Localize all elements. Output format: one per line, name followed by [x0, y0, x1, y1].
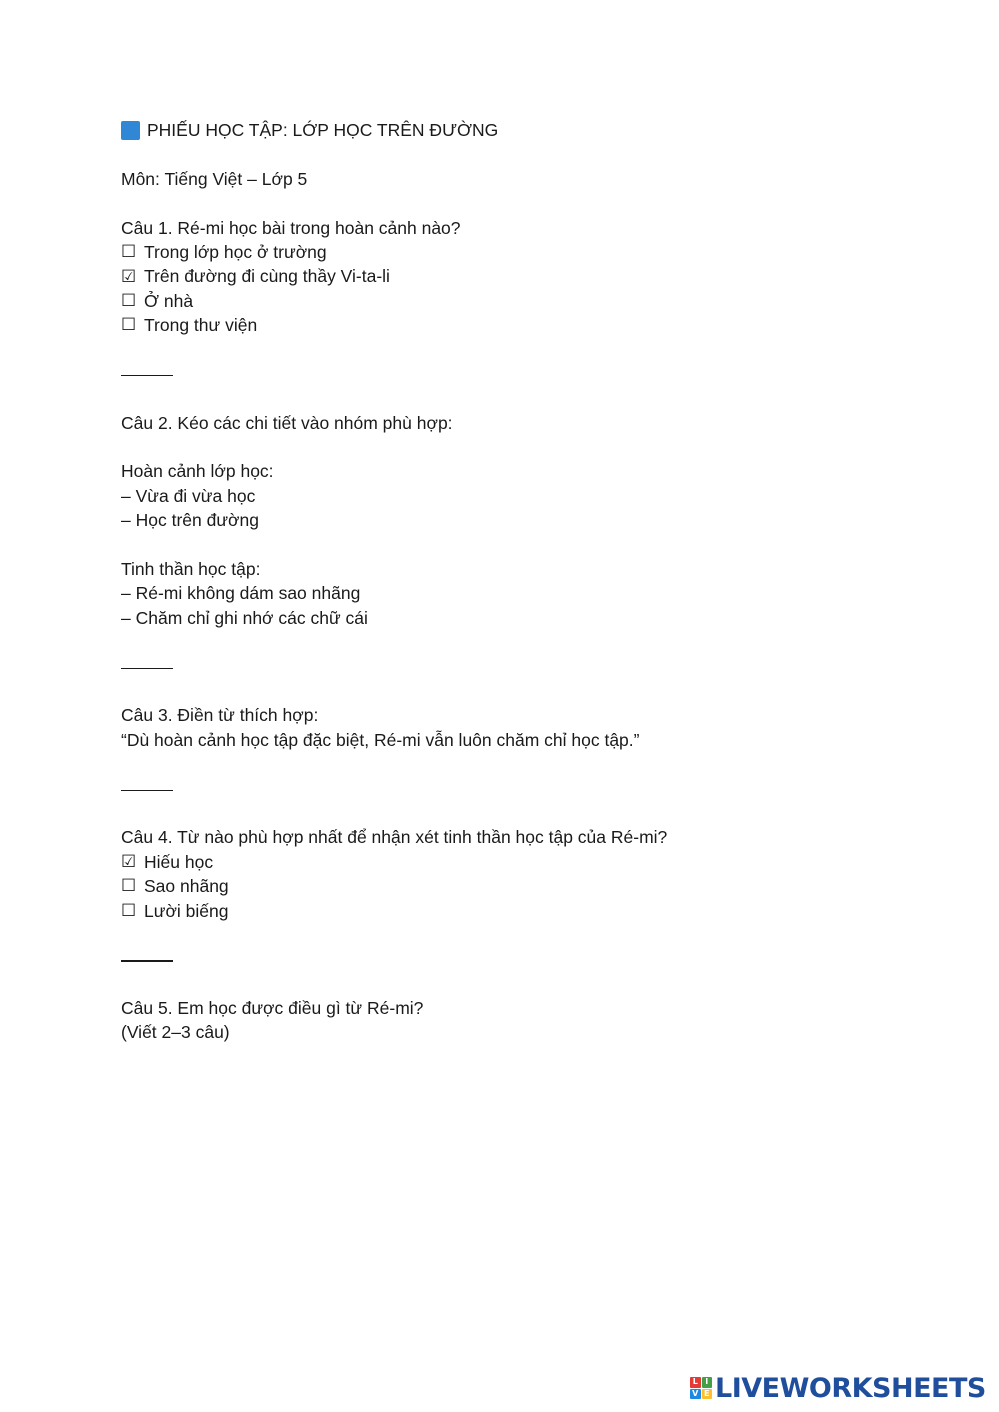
logo-letter: L	[690, 1377, 701, 1388]
checkbox-checked-icon[interactable]: ☑	[121, 266, 137, 287]
q4-option-label: Sao nhãng	[144, 876, 229, 897]
q1-option-label: Trong lớp học ở trường	[144, 241, 327, 262]
divider	[121, 777, 921, 801]
logo-letter: E	[702, 1389, 713, 1400]
checkbox-checked-icon[interactable]: ☑	[121, 851, 137, 872]
worksheet	[121, 118, 921, 1045]
subject-line: Môn: Tiếng Việt – Lớp 5	[121, 168, 308, 189]
group-2-title: Tinh thần học tập:	[121, 559, 261, 580]
checkbox-empty-icon[interactable]: ☐	[121, 900, 137, 921]
q4-option-label: Lười biếng	[144, 900, 229, 921]
divider	[121, 655, 921, 679]
blue-square-icon	[121, 121, 140, 140]
checkbox-empty-icon[interactable]: ☐	[121, 876, 137, 897]
q1-option-label: Trong thư viện	[144, 315, 258, 336]
divider	[121, 362, 921, 386]
logo-letter: I	[702, 1377, 713, 1388]
checkbox-empty-icon[interactable]: ☐	[121, 315, 137, 336]
question-1: Câu 1. Ré-mi học bài trong hoàn cảnh nào?	[121, 217, 461, 238]
q4-option-3[interactable]	[121, 899, 921, 923]
question-2: Câu 2. Kéo các chi tiết vào nhóm phù hợp:	[121, 412, 453, 433]
worksheet-title-text: PHIẾU HỌC TẬP: LỚP HỌC TRÊN ĐƯỜNG	[147, 120, 499, 140]
group-2-item[interactable]: – Chăm chỉ ghi nhớ các chữ cái	[121, 607, 368, 628]
group-2-item[interactable]: – Ré-mi không dám sao nhãng	[121, 583, 361, 604]
q1-option-1[interactable]	[121, 240, 921, 264]
question-4: Câu 4. Từ nào phù hợp nhất để nhận xét tinh thần học tập của Ré-mi?	[121, 827, 668, 848]
q1-option-label: Ở nhà	[144, 290, 194, 311]
divider	[121, 947, 921, 971]
fill-in-sentence[interactable]: “Dù hoàn cảnh học tập đặc biệt, Ré-mi vẫn luôn chăm chỉ học tập.”	[121, 729, 640, 750]
q1-option-label: Trên đường đi cùng thầy Vi-ta-li	[144, 266, 390, 287]
q4-option-2[interactable]	[121, 874, 921, 898]
liveworksheets-logo-icon	[690, 1377, 712, 1399]
q4-option-1[interactable]	[121, 850, 921, 874]
q4-option-label: Hiếu học	[144, 851, 214, 872]
question-5-note: (Viết 2–3 câu)	[121, 1022, 230, 1043]
q1-option-4[interactable]	[121, 313, 921, 337]
checkbox-empty-icon[interactable]: ☐	[121, 290, 137, 311]
group-1-item[interactable]: – Vừa đi vừa học	[121, 485, 256, 506]
group-1-item[interactable]: – Học trên đường	[121, 510, 259, 531]
brand-name: LIVEWORKSHEETS	[715, 1372, 986, 1404]
q1-option-3[interactable]	[121, 289, 921, 313]
checkbox-empty-icon[interactable]: ☐	[121, 242, 137, 263]
group-1-title: Hoàn cảnh lớp học:	[121, 461, 274, 482]
q1-option-2[interactable]	[121, 264, 921, 288]
question-3: Câu 3. Điền từ thích hợp:	[121, 705, 319, 726]
worksheet-title	[121, 118, 921, 142]
logo-letter: V	[690, 1389, 701, 1400]
liveworksheets-brand	[690, 1373, 986, 1403]
question-5: Câu 5. Em học được điều gì từ Ré-mi?	[121, 998, 424, 1019]
